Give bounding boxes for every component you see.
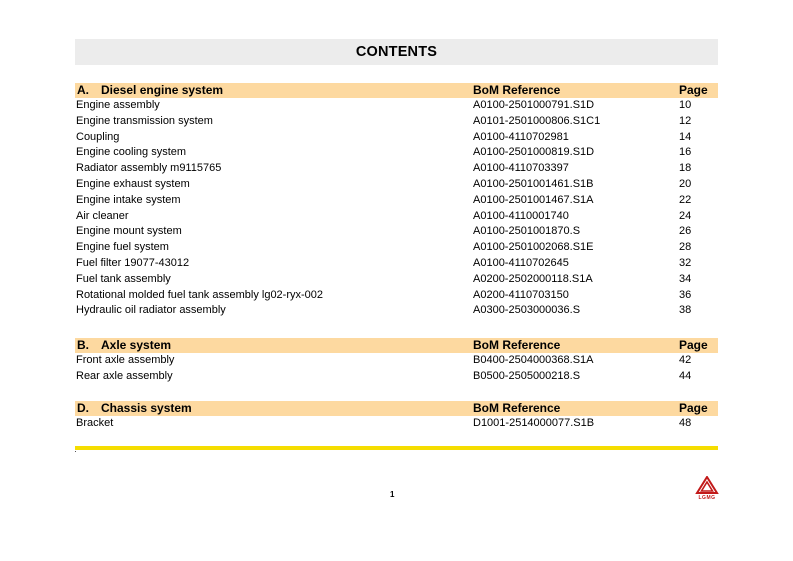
bom-reference: A0100-4110702981 xyxy=(473,130,569,143)
table-row xyxy=(75,209,718,225)
table-row xyxy=(75,193,718,209)
bom-reference: A0100-4110702645 xyxy=(473,256,569,269)
section-title xyxy=(77,401,192,416)
page-ref: 20 xyxy=(679,177,692,190)
section-header xyxy=(75,338,718,353)
bom-reference: A0200-4110703150 xyxy=(473,288,569,301)
section-letter: B. xyxy=(77,338,89,353)
bom-reference-header: BoM Reference xyxy=(473,400,561,415)
table-row xyxy=(75,161,718,177)
page-ref: 28 xyxy=(679,241,692,254)
bom-reference: D1001-2514000077.S1B xyxy=(473,416,595,429)
table-row xyxy=(75,130,718,146)
component-name: Front axle assembly xyxy=(76,354,175,367)
contents-sections xyxy=(75,83,718,432)
section-name: Diesel engine system xyxy=(101,83,224,97)
component-name: Engine cooling system xyxy=(76,146,187,159)
table-row xyxy=(75,256,718,272)
section-chassis-system xyxy=(75,401,718,432)
component-name: Engine intake system xyxy=(76,193,181,206)
footer-dot xyxy=(75,451,76,452)
component-name: Bracket xyxy=(76,416,114,429)
page-ref: 44 xyxy=(679,369,692,382)
page-header: Page xyxy=(679,400,708,415)
component-name: Air cleaner xyxy=(76,209,129,222)
bom-reference: A0101-2501000806.S1C1 xyxy=(473,114,601,127)
bom-reference: A0300-2503000036.S xyxy=(473,304,581,317)
component-name: Coupling xyxy=(76,130,120,143)
table-row xyxy=(75,98,718,114)
bom-reference: B0400-2504000368.S1A xyxy=(473,354,594,367)
page-ref: 36 xyxy=(679,288,692,301)
page-number: 1 xyxy=(390,490,395,499)
table-row xyxy=(75,224,718,240)
component-name: Hydraulic oil radiator assembly xyxy=(76,304,226,317)
page-ref: 10 xyxy=(679,99,692,111)
section-title xyxy=(77,338,171,353)
component-name: Fuel tank assembly xyxy=(76,272,171,285)
component-name: Engine transmission system xyxy=(76,114,213,127)
bom-reference: A0100-2501001870.S xyxy=(473,225,581,238)
component-name: Engine assembly xyxy=(76,99,160,111)
component-name: Engine fuel system xyxy=(76,241,169,254)
page-ref: 38 xyxy=(679,304,692,317)
page-ref: 24 xyxy=(679,209,692,222)
page-ref: 42 xyxy=(679,354,692,367)
bom-reference: A0100-2501001467.S1A xyxy=(473,193,594,206)
section-title xyxy=(77,83,223,98)
component-name: Engine exhaust system xyxy=(76,177,190,190)
lgmg-triangle-logo-icon xyxy=(695,476,719,494)
section-axle-system xyxy=(75,338,718,385)
bom-reference: A0100-4110001740 xyxy=(473,209,569,222)
bom-reference: B0500-2505000218.S xyxy=(473,369,581,382)
component-name: Rear axle assembly xyxy=(76,369,173,382)
page-ref: 18 xyxy=(679,162,692,175)
table-row xyxy=(75,416,718,432)
bom-reference-header: BoM Reference xyxy=(473,338,561,353)
table-row xyxy=(75,288,718,304)
page-ref: 22 xyxy=(679,193,692,206)
page-ref: 32 xyxy=(679,256,692,269)
page-ref: 48 xyxy=(679,416,692,429)
bom-reference: A0100-2501002068.S1E xyxy=(473,241,594,254)
page-ref: 12 xyxy=(679,114,692,127)
page-ref: 14 xyxy=(679,130,692,143)
table-row xyxy=(75,353,718,369)
table-row xyxy=(75,303,718,319)
contents-page xyxy=(75,39,718,432)
bom-reference-header: BoM Reference xyxy=(473,83,561,97)
page-header: Page xyxy=(679,338,708,353)
bom-reference: A0100-2501000819.S1D xyxy=(473,146,595,159)
table-row xyxy=(75,272,718,288)
component-name: Fuel filter 19077-43012 xyxy=(76,256,190,269)
section-header xyxy=(75,401,718,416)
section-header xyxy=(75,83,718,98)
bom-reference: A0100-4110703397 xyxy=(473,162,569,175)
component-name: Engine mount system xyxy=(76,225,182,238)
page-ref: 34 xyxy=(679,272,692,285)
section-name: Axle system xyxy=(101,338,172,353)
bom-reference: A0200-2502000118.S1A xyxy=(473,272,593,285)
table-row xyxy=(75,114,718,130)
section-letter: D. xyxy=(77,400,89,415)
logo-text: LGMG xyxy=(698,495,716,501)
section-letter: A. xyxy=(77,83,89,97)
table-row xyxy=(75,177,718,193)
bom-reference: A0100-2501001461.S1B xyxy=(473,177,594,190)
lgmg-logo xyxy=(695,476,719,501)
page-ref: 26 xyxy=(679,225,692,238)
table-row xyxy=(75,240,718,256)
page-header: Page xyxy=(679,83,708,97)
section-diesel-engine-system xyxy=(75,83,718,319)
component-name: Radiator assembly m9115765 xyxy=(76,162,222,175)
section-name: Chassis system xyxy=(101,400,192,415)
table-row xyxy=(75,369,718,385)
footer-rule xyxy=(75,446,718,450)
component-name: Rotational molded fuel tank assembly lg02-ryx-002 xyxy=(76,288,324,301)
table-row xyxy=(75,145,718,161)
bom-reference: A0100-2501000791.S1D xyxy=(473,99,595,111)
page-ref: 16 xyxy=(679,146,692,159)
page-title: CONTENTS xyxy=(75,39,718,65)
